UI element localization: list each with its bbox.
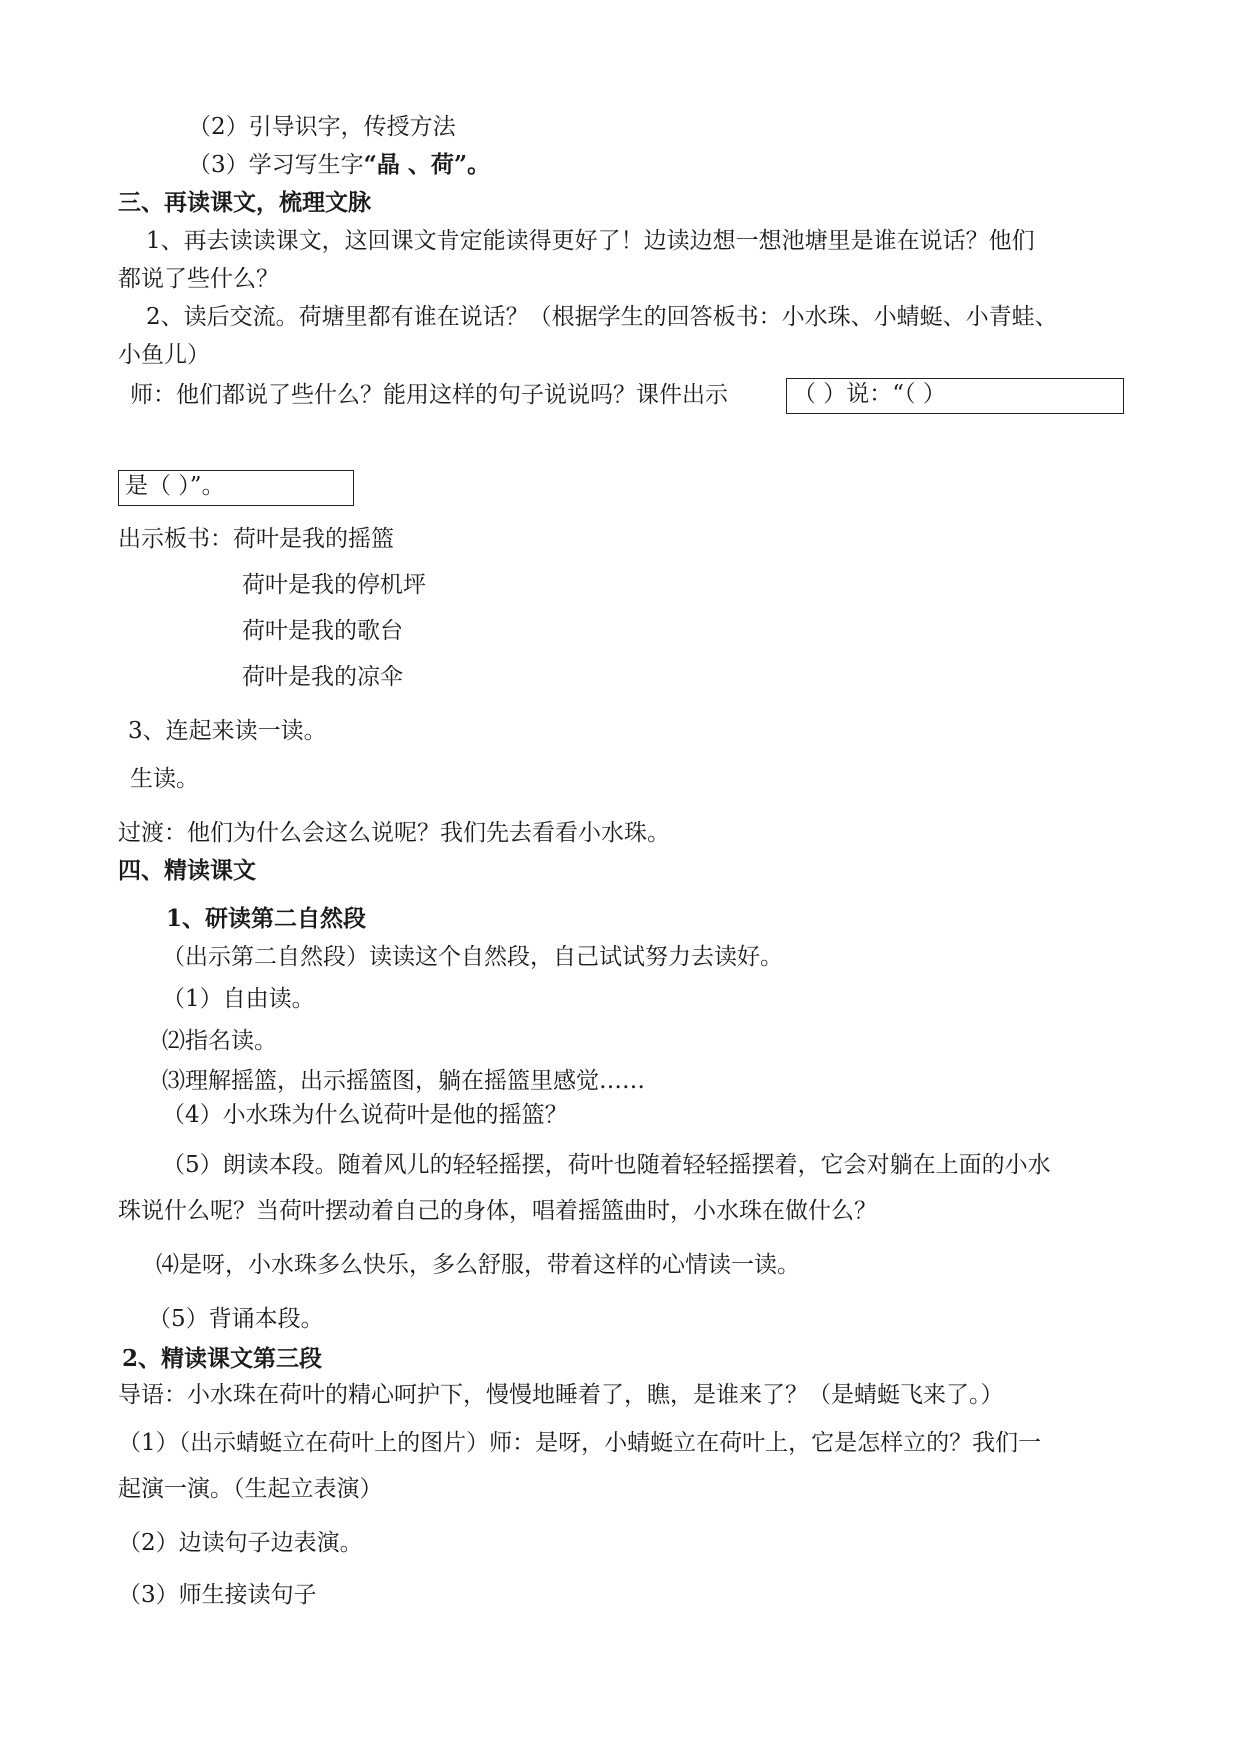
text-line: （4）小水珠为什么说荷叶是他的摇篮？: [162, 1102, 568, 1128]
text-line: 珠说什么呢？当荷叶摆动着自己的身体，唱着摇篮曲时，小水珠在做什么？: [118, 1198, 877, 1224]
sentence-pattern-box-continued: 是（ ）”。: [118, 470, 354, 506]
text-line: ⑷是呀，小水珠多么快乐，多么舒服，带着这样的心情读一读。: [156, 1252, 800, 1278]
text-line: （5）朗读本段。随着风儿的轻轻摇摆，荷叶也随着轻轻摇摆着，它会对躺在上面的小水: [162, 1152, 1051, 1178]
text-line: （出示第二自然段）读读这个自然段，自己试试努力去读好。: [162, 944, 783, 970]
text-line: 荷叶是我的凉伞: [242, 664, 403, 690]
text-line: 导语：小水珠在荷叶的精心呵护下，慢慢地睡着了，瞧，是谁来了？（是蜻蜓飞来了。）: [118, 1382, 1004, 1408]
text-line: 过渡：他们为什么会这么说呢？我们先去看看小水珠。: [118, 820, 670, 846]
text-line: [188, 150, 490, 180]
section-heading-4: 四、精读课文: [118, 857, 256, 884]
bold-characters: “晶 、荷”。: [363, 151, 491, 178]
text-line: ⑵指名读。: [162, 1028, 277, 1054]
text-line: 起演一演。（生起立表演）: [118, 1476, 383, 1502]
text-line: 师：他们都说了些什么？能用这样的句子说说吗？课件出示: [130, 382, 728, 408]
section-heading-3: 三、再读课文，梳理文脉: [118, 189, 371, 216]
text-line: 荷叶是我的停机坪: [242, 572, 426, 598]
text-segment: （3）学习写生字: [188, 152, 364, 178]
sentence-pattern-box: （ ）说：“（ ）: [786, 378, 1124, 414]
subsection-heading: 1、研读第二自然段: [166, 905, 367, 932]
text-line: 生读。: [130, 766, 199, 792]
text-line: （1）自由读。: [162, 986, 315, 1012]
text-line: （2）引导识字，传授方法: [188, 114, 456, 140]
text-line: 荷叶是我的歌台: [242, 618, 403, 644]
subsection-heading: 2、精读课文第三段: [122, 1345, 323, 1372]
text-line: 3、连起来读一读。: [128, 718, 327, 744]
text-line: （1）（出示蜻蜓立在荷叶上的图片）师：是呀，小蜻蜓立在荷叶上，它是怎样立的？我们一: [118, 1430, 1042, 1456]
text-line: （5）背诵本段。: [148, 1306, 324, 1332]
text-line: 都说了些什么？: [118, 266, 279, 292]
text-line: 2、读后交流。荷塘里都有谁在说话？（根据学生的回答板书：小水珠、小蜻蜓、小青蛙、: [146, 304, 1058, 330]
text-line: （3）师生接读句子: [118, 1582, 317, 1608]
text-line: 1、再去读读课文，这回课文肯定能读得更好了！边读边想一想池塘里是谁在说话？他们: [146, 228, 1035, 254]
text-line: （2）边读句子边表演。: [118, 1530, 363, 1556]
text-line: 小鱼儿）: [118, 342, 210, 368]
text-line: ⑶理解摇篮，出示摇篮图，躺在摇篮里感觉……: [162, 1068, 645, 1094]
text-line: 出示板书：荷叶是我的摇篮: [118, 526, 394, 552]
